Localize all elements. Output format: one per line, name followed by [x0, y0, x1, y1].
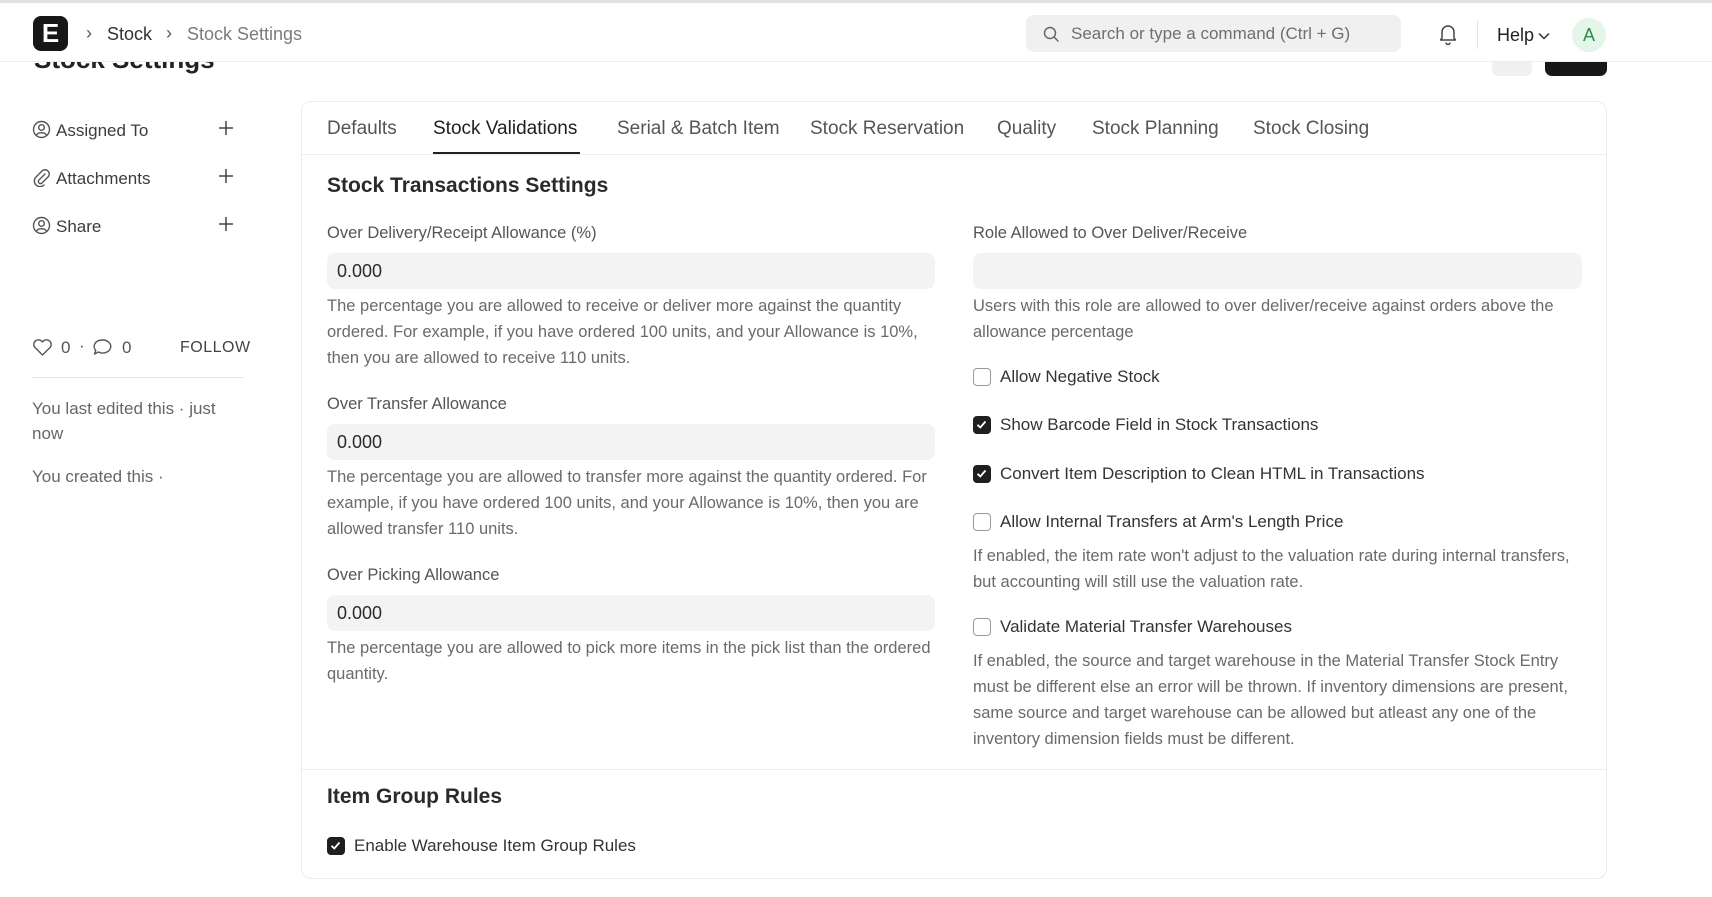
checkbox-box[interactable]	[973, 368, 991, 386]
over-transfer-allowance-description: The percentage you are allowed to transfer more against the quantity ordered. For example, if you have ordered 100 units, and your Allowance is 10%, then you are allowed transfer 110 units.	[327, 468, 927, 538]
over-delivery-allowance-input[interactable]: 0.000	[327, 253, 935, 289]
over-delivery-allowance-label: Over Delivery/Receipt Allowance (%)	[327, 224, 597, 242]
add-share-icon[interactable]	[218, 216, 234, 232]
sidebar-item-share[interactable]	[32, 214, 246, 238]
breadcrumb-stock-settings[interactable]: Stock Settings	[187, 24, 303, 44]
search-icon	[1043, 26, 1059, 42]
paperclip-icon	[32, 168, 51, 187]
created-text: You created this ·	[32, 467, 164, 486]
show-barcode-field-checkbox[interactable]	[973, 414, 1473, 436]
search-placeholder: Search or type a command (Ctrl + G)	[1071, 24, 1351, 43]
tab-serial-batch-item[interactable]: Serial & Batch Item	[617, 118, 780, 139]
tab-bar	[302, 102, 1607, 155]
allow-internal-transfers-checkbox[interactable]	[973, 511, 1473, 533]
checkbox-label: Validate Material Transfer Warehouses	[1000, 617, 1292, 636]
app-logo[interactable]: E	[33, 16, 68, 51]
checkbox-box[interactable]	[973, 513, 991, 531]
navbar-divider	[1477, 21, 1478, 49]
validate-material-transfer-checkbox[interactable]	[973, 616, 1473, 638]
checkbox-box[interactable]	[327, 837, 345, 855]
sidebar-item-attachments[interactable]	[32, 166, 246, 190]
bell-icon[interactable]	[1438, 23, 1458, 45]
navbar	[0, 0, 1712, 62]
sidebar-item-assigned-to[interactable]	[32, 118, 246, 142]
user-circle-icon	[32, 120, 51, 139]
separator-dot: ·	[79, 336, 85, 355]
sidebar-item-label: Assigned To	[56, 121, 149, 140]
comments-count: 0	[122, 338, 132, 357]
help-label: Help	[1497, 25, 1535, 45]
over-picking-allowance-input[interactable]: 0.000	[327, 595, 935, 631]
checkbox-box[interactable]	[973, 416, 991, 434]
sidebar-item-label: Attachments	[56, 169, 151, 188]
validate-material-transfer-description: If enabled, the source and target warehouse in the Material Transfer Stock Entry must be different else an error will be thrown. If inventory dimensions are present, same source and target warehouse can be allowed but atleast any one of the inventory dimension fields must be different.	[973, 652, 1568, 748]
role-allowed-label: Role Allowed to Over Deliver/Receive	[973, 224, 1248, 242]
checkbox-label: Allow Negative Stock	[1000, 367, 1160, 386]
likes-count: 0	[61, 338, 71, 357]
sidebar-item-label: Share	[56, 217, 102, 236]
sidebar-divider	[32, 377, 244, 378]
user-share-icon	[32, 216, 51, 235]
checkbox-label: Allow Internal Transfers at Arm's Length Price	[1000, 512, 1344, 531]
allow-negative-stock-checkbox[interactable]	[973, 366, 1473, 388]
chevron-right-icon: ›	[86, 23, 92, 43]
checkbox-label: Enable Warehouse Item Group Rules	[354, 836, 636, 855]
over-picking-allowance-label: Over Picking Allowance	[327, 566, 500, 584]
help-dropdown[interactable]	[1497, 25, 1550, 46]
add-attachment-icon[interactable]	[218, 168, 234, 184]
section-title-item-group-rules: Item Group Rules	[327, 785, 503, 808]
checkbox-label: Convert Item Description to Clean HTML in Transactions	[1000, 464, 1425, 483]
search-input[interactable]	[1026, 15, 1401, 52]
check-icon	[976, 468, 987, 479]
tab-defaults[interactable]: Defaults	[327, 118, 397, 139]
active-tab-indicator	[433, 152, 580, 154]
enable-warehouse-item-group-rules-checkbox[interactable]	[327, 835, 727, 857]
tab-stock-reservation[interactable]: Stock Reservation	[810, 118, 965, 139]
likes-comments-row	[32, 335, 251, 359]
chevron-down-icon	[1538, 32, 1550, 40]
tab-stock-validations[interactable]: Stock Validations	[433, 118, 578, 139]
allow-internal-transfers-description: If enabled, the item rate won't adjust to the valuation rate during internal transfers, but accounting will still use the valuation rate.	[973, 547, 1570, 591]
checkbox-box[interactable]	[973, 465, 991, 483]
over-transfer-allowance-label: Over Transfer Allowance	[327, 395, 507, 413]
tab-stock-planning[interactable]: Stock Planning	[1092, 118, 1219, 139]
follow-button[interactable]: FOLLOW	[180, 339, 251, 356]
check-icon	[976, 419, 987, 430]
section-title-stock-transactions: Stock Transactions Settings	[327, 174, 609, 197]
section-divider	[302, 769, 1607, 770]
breadcrumb-stock[interactable]: Stock	[107, 24, 153, 44]
tab-quality[interactable]: Quality	[997, 118, 1057, 139]
role-allowed-input[interactable]	[973, 253, 1582, 289]
add-assignment-icon[interactable]	[218, 120, 234, 136]
comment-icon[interactable]	[92, 338, 113, 357]
avatar[interactable]: A	[1572, 18, 1606, 52]
checkbox-label: Show Barcode Field in Stock Transactions	[1000, 415, 1319, 434]
heart-icon[interactable]	[32, 338, 53, 357]
convert-item-description-checkbox[interactable]	[973, 463, 1533, 485]
over-delivery-allowance-description: The percentage you are allowed to receive or deliver more against the quantity ordered. For example, if you have ordered 100 units, and your Allowance is 10%, then you are allowed to receive 110 units.	[327, 297, 918, 367]
form-card	[301, 101, 1607, 879]
check-icon	[330, 840, 341, 851]
over-picking-allowance-description: The percentage you are allowed to pick more items in the pick list than the ordered quantity.	[327, 639, 931, 683]
role-allowed-description: Users with this role are allowed to over deliver/receive against orders above the allowance percentage	[973, 297, 1554, 341]
tab-stock-closing[interactable]: Stock Closing	[1253, 118, 1370, 139]
last-edited-text: You last edited this · just now	[32, 399, 216, 443]
over-transfer-allowance-input[interactable]: 0.000	[327, 424, 935, 460]
checkbox-box[interactable]	[973, 618, 991, 636]
chevron-right-icon: ›	[166, 23, 172, 43]
